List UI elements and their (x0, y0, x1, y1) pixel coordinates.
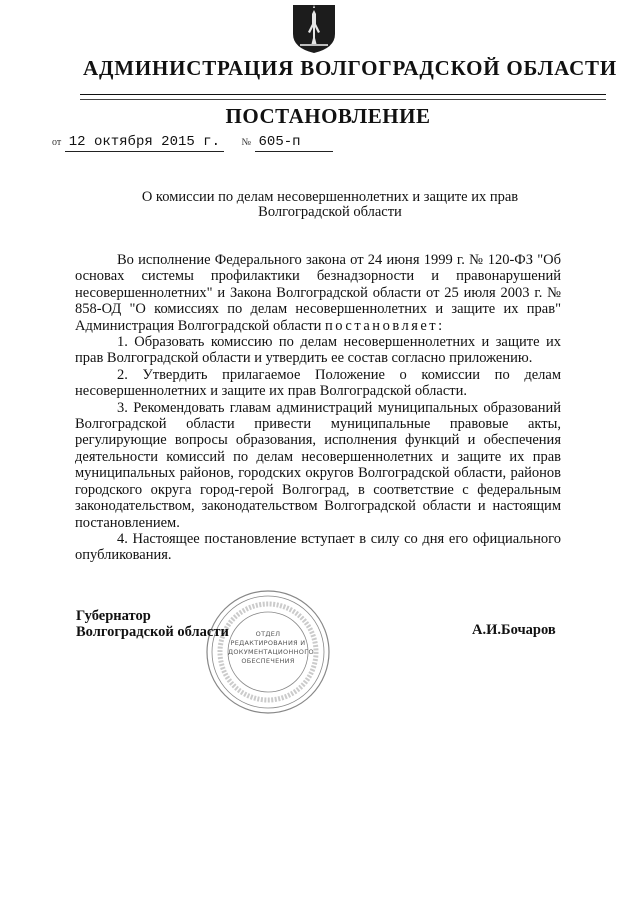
date-field (65, 134, 224, 152)
signer-name: А.И.Бочаров (472, 622, 556, 638)
stamp-inner-text (228, 630, 314, 666)
subject-line-2: Волгоградской области (258, 204, 402, 220)
item-4: 4. Настоящее постановление вступает в силу со дня его официального опубликования. (75, 530, 561, 564)
signer-title-line-1: Губернатор (76, 608, 151, 624)
subject-line-1: О комиссии по делам несовершеннолетних и защите их прав (141, 189, 519, 205)
document-body (75, 252, 561, 564)
coat-of-arms-icon (292, 4, 336, 54)
document-number: 605-п (258, 134, 301, 150)
date-from-label: от (52, 137, 62, 148)
organization-title: АДМИНИСТРАЦИЯ ВОЛГОГРАДСКОЙ ОБЛАСТИ (83, 56, 617, 80)
item-1: 1. Образовать комиссию по делам несовершеннолетних и защите их прав Волгоградской области и утвердить ее состав согласно приложению. (75, 334, 561, 367)
stamp-line-2: РЕДАКТИРОВАНИЯ И (230, 639, 306, 647)
intro-verb: постановляет: (325, 317, 445, 334)
intro-text: Во исполнение Федерального закона от 24 июня 1999 г. № 120-ФЗ "Об основах системы профилактики безнадзорности и правонарушений несовершеннолетних" и Закона Волгоградской области от 25 июля 2003 г. № 858-ОД "О комиссиях по делам несовершеннолетних и защите их прав" Администрация Волгоградской области (75, 252, 561, 334)
signer-title-line-2: Волгоградской области (76, 624, 229, 640)
signer-title (76, 608, 229, 640)
number-label: № (241, 137, 252, 148)
stamp-line-1: ОТДЕЛ (255, 630, 281, 638)
document-type: ПОСТАНОВЛЕНИЕ (225, 104, 431, 128)
stamp-line-3: ДОКУМЕНТАЦИОННОГО (228, 648, 314, 656)
date-number-line (52, 134, 333, 152)
number-field (255, 134, 333, 152)
item-2: 2. Утвердить прилагаемое Положение о комиссии по делам несовершеннолетних и защите их прав Волгоградской области. (75, 366, 561, 400)
item-3: 3. Рекомендовать главам администраций муниципальных образований Волгоградской области привести муниципальные правовые акты, регулирующие вопросы образования, исполнения функций и обеспечения деятельности комиссий по делам несовершеннолетних и защите их прав муниципальных районов, городских округов Волгоградской области, районов городского округа город-герой Волгоград, в соответствие с федеральным законодательством, законодательством Волгоградской области и настоящим постановлением. (75, 399, 561, 531)
header-rule-thick (80, 94, 606, 95)
intro-paragraph (75, 252, 561, 334)
document-date: 12 октября 2015 г. (68, 134, 220, 150)
stamp-line-4: ОБЕСПЕЧЕНИЯ (241, 657, 295, 665)
header-rule-thin (80, 99, 606, 100)
document-subject (60, 190, 600, 220)
